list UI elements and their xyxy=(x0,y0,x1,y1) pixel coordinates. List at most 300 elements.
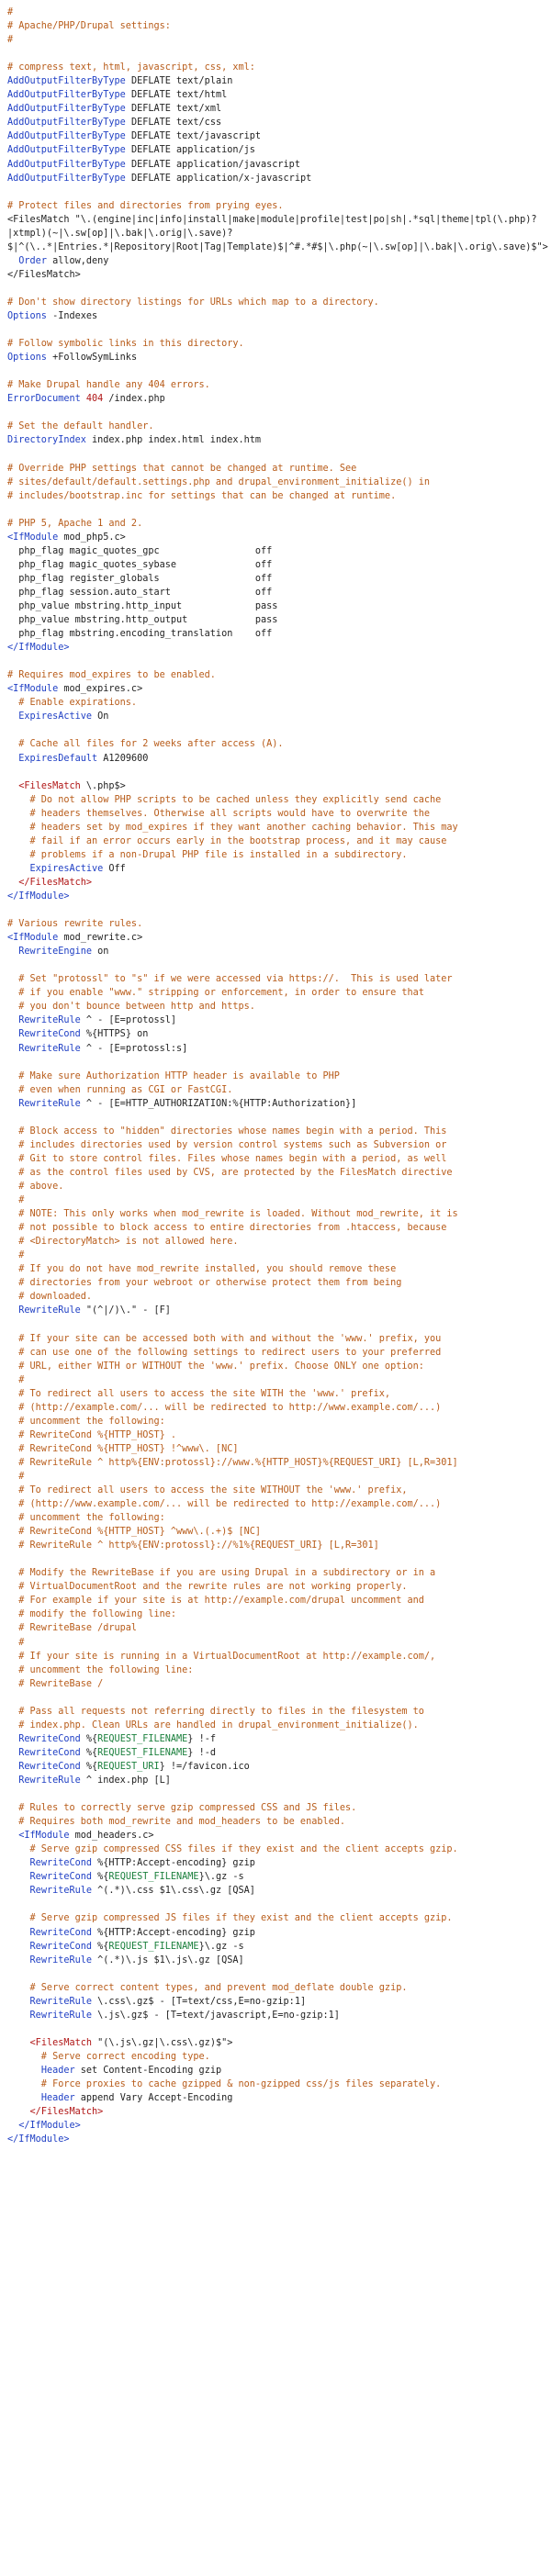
code-line xyxy=(7,599,551,613)
code-line xyxy=(7,517,551,531)
code-token: Options xyxy=(7,353,47,364)
code-token: ExpiresActive xyxy=(29,863,104,874)
code-token xyxy=(7,2093,41,2103)
code-token: # xyxy=(7,1195,25,1206)
code-token: mod_headers.c> xyxy=(69,1831,154,1842)
code-line xyxy=(7,254,551,268)
code-token xyxy=(7,1955,30,1966)
code-token xyxy=(7,1099,18,1109)
code-line xyxy=(7,61,551,74)
code-line xyxy=(7,723,551,737)
code-line xyxy=(7,158,551,172)
code-token: +FollowSymLinks xyxy=(46,353,138,364)
code-token: allow,deny xyxy=(46,255,109,266)
code-token: <IfModule xyxy=(7,532,59,543)
code-token: %{ xyxy=(80,1747,98,1758)
code-token: RewriteRule xyxy=(18,1775,81,1786)
code-token: # xyxy=(7,1637,25,1648)
code-token: ^(.*)\.css $1\.css\.gz [QSA] xyxy=(92,1886,255,1897)
code-line xyxy=(7,1926,551,1940)
code-line xyxy=(7,1967,551,1981)
code-line xyxy=(7,1801,551,1815)
code-line xyxy=(7,1746,551,1760)
code-token: DEFLATE application/x-javascript xyxy=(125,173,312,184)
code-line xyxy=(7,323,551,337)
code-token: # directories from your webroot or otherwise protect them from being xyxy=(7,1278,402,1289)
code-token: /index.php xyxy=(103,394,165,405)
code-line xyxy=(7,1497,551,1511)
code-token: # fail if an error occurs early in the bootstrap process, and it may cause xyxy=(7,835,447,846)
code-token xyxy=(7,2066,41,2076)
code-line xyxy=(7,1663,551,1677)
code-line xyxy=(7,1387,551,1401)
code-line xyxy=(7,172,551,185)
code-line xyxy=(7,296,551,309)
code-token: ExpiresDefault xyxy=(18,753,98,764)
code-token: REQUEST_FILENAME xyxy=(97,1733,188,1744)
code-token: # Requires both mod_rewrite and mod_headers to be enabled. xyxy=(7,1817,346,1828)
code-token: # you don't bounce between http and https. xyxy=(7,1002,255,1013)
code-token: RewriteCond xyxy=(18,1029,81,1040)
code-line xyxy=(7,1995,551,2009)
code-line xyxy=(7,2078,551,2091)
code-line xyxy=(7,958,551,972)
code-token: } !-d xyxy=(187,1747,216,1758)
code-token: # Don't show directory listings for URLs which map to a directory. xyxy=(7,297,379,308)
code-token: <IfModule xyxy=(18,1831,70,1842)
code-token: RewriteEngine xyxy=(18,946,93,958)
code-token: # RewriteCond %{HTTP_HOST} . xyxy=(7,1429,177,1440)
code-token: # Make sure Authorization HTTP header is available to PHP xyxy=(7,1070,340,1081)
code-token: DEFLATE text/css xyxy=(125,118,222,129)
code-line xyxy=(7,1456,551,1470)
code-line xyxy=(7,1166,551,1180)
code-line xyxy=(7,1607,551,1621)
code-token xyxy=(7,1886,30,1896)
code-line xyxy=(7,1911,551,1925)
code-line xyxy=(7,33,551,47)
code-line xyxy=(7,1125,551,1138)
code-line xyxy=(7,1539,551,1552)
code-line xyxy=(7,544,551,558)
code-token xyxy=(7,878,18,888)
code-line xyxy=(7,1815,551,1829)
code-token: RewriteRule xyxy=(18,1098,81,1109)
code-token: "(^|/)\." - [F] xyxy=(80,1305,171,1316)
code-token: ^ index.php [L] xyxy=(80,1775,171,1786)
code-line xyxy=(7,185,551,199)
code-token: # Git to store control files. Files whose names begin with a period, as well xyxy=(7,1153,447,1164)
code-line xyxy=(7,1083,551,1097)
code-token xyxy=(7,781,18,791)
code-token xyxy=(7,1872,30,1882)
code-line xyxy=(7,241,551,254)
code-token: on xyxy=(92,946,109,958)
code-token: # uncomment the following line: xyxy=(7,1664,194,1675)
code-line xyxy=(7,1262,551,1276)
code-token: # Override PHP settings that cannot be changed at runtime. See xyxy=(7,463,357,474)
code-line xyxy=(7,116,551,129)
code-line xyxy=(7,282,551,296)
code-line xyxy=(7,627,551,641)
code-token: Off xyxy=(103,863,126,874)
code-token: # Block access to "hidden" directories whose names begin with a period. This xyxy=(7,1126,447,1137)
code-line xyxy=(7,531,551,544)
code-line xyxy=(7,392,551,406)
code-token: # To redirect all users to access the site WITH the 'www.' prefix, xyxy=(7,1388,391,1399)
code-token: } !-f xyxy=(187,1733,216,1744)
code-token: # Serve correct encoding type. xyxy=(7,2051,210,2062)
code-line xyxy=(7,1856,551,1870)
code-token: index.php index.html index.htm xyxy=(85,435,262,446)
code-line xyxy=(7,1415,551,1428)
code-line xyxy=(7,199,551,213)
code-line xyxy=(7,1111,551,1125)
code-line xyxy=(7,2119,551,2133)
code-token: ErrorDocument xyxy=(7,394,81,405)
code-token: REQUEST_URI xyxy=(97,1761,160,1772)
code-token: REQUEST_FILENAME xyxy=(108,1872,199,1883)
code-line xyxy=(7,129,551,143)
code-line xyxy=(7,1677,551,1691)
code-line xyxy=(7,1070,551,1083)
code-token: REQUEST_FILENAME xyxy=(108,1941,199,1952)
code-token: php_value mbstring.http_input pass xyxy=(7,601,278,612)
code-token: ^ - [E=HTTP_AUTHORIZATION:%{HTTP:Authorization}] xyxy=(80,1098,357,1109)
code-token: %{ xyxy=(92,1941,109,1952)
code-line xyxy=(7,1346,551,1360)
code-token: # xyxy=(7,1471,25,1482)
code-token: -Indexes xyxy=(46,311,98,322)
code-line xyxy=(7,1636,551,1650)
code-token: # Apache/PHP/Drupal settings: xyxy=(7,21,171,32)
code-token: RewriteRule xyxy=(29,1954,93,1966)
code-token: <FilesMatch xyxy=(29,2037,93,2048)
code-line xyxy=(7,1954,551,1967)
code-token: # compress text, html, javascript, css, xml: xyxy=(7,62,255,73)
code-token: Options xyxy=(7,311,47,322)
code-line xyxy=(7,1193,551,1207)
code-token: ^ - [E=protossl:s] xyxy=(80,1043,188,1054)
code-token: # NOTE: This only works when mod_rewrite is loaded. Without mod_rewrite, it is xyxy=(7,1209,458,1220)
code-line xyxy=(7,1014,551,1027)
code-token: $|^(\..*|Entries.*|Repository|Root|Tag|Template)$|^#.*#$|\.php(~|\.sw[op]|\.bak|\.orig\.save)$"> xyxy=(7,241,548,252)
code-token: # Serve gzip compressed CSS files if they exist and the client accepts gzip. xyxy=(7,1844,458,1855)
code-token: 404 xyxy=(85,394,104,405)
code-token: <FilesMatch "\.(engine|inc|info|install|make|module|profile|test|po|sh|.*sql|theme|tpl(\.php)? xyxy=(7,214,537,225)
code-line xyxy=(7,710,551,723)
code-line xyxy=(7,364,551,378)
code-line xyxy=(7,1373,551,1387)
code-token: On xyxy=(92,711,109,722)
code-token: RewriteRule xyxy=(18,1305,81,1316)
code-line xyxy=(7,406,551,420)
code-line xyxy=(7,1566,551,1580)
code-line xyxy=(7,1332,551,1346)
code-token: # Enable expirations. xyxy=(7,698,138,709)
code-line xyxy=(7,268,551,282)
code-token: # Set "protossl" to "s" if we were accessed via https://. This is used later xyxy=(7,974,453,985)
code-token xyxy=(7,1029,18,1039)
code-line xyxy=(7,1042,551,1056)
code-token: mod_php5.c> xyxy=(58,532,126,543)
code-token: # xyxy=(7,1250,25,1261)
code-token: # can use one of the following settings to redirect users to your preferred xyxy=(7,1347,442,1358)
code-token: RewriteCond xyxy=(29,1941,93,1952)
code-token: # problems if a non-Drupal PHP file is installed in a subdirectory. xyxy=(7,849,408,860)
code-token: |xtmpl)(~|\.sw[op]|\.bak|\.orig|\.save)? xyxy=(7,228,233,239)
code-line xyxy=(7,1898,551,1911)
code-line xyxy=(7,931,551,945)
code-line xyxy=(7,309,551,323)
code-token xyxy=(7,1858,30,1868)
code-line xyxy=(7,1884,551,1898)
code-token: # VirtualDocumentRoot and the rewrite rules are not working properly. xyxy=(7,1582,408,1593)
code-line xyxy=(7,2036,551,2050)
code-line xyxy=(7,337,551,351)
code-token: # If your site is running in a VirtualDocumentRoot at http://example.com/, xyxy=(7,1651,436,1662)
code-token: </FilesMatch> xyxy=(29,2107,104,2118)
code-token xyxy=(7,2107,30,2117)
code-token: # PHP 5, Apache 1 and 2. xyxy=(7,518,143,529)
code-line xyxy=(7,2064,551,2078)
code-line xyxy=(7,1470,551,1484)
code-line xyxy=(7,1870,551,1884)
code-token: # if you enable "www." stripping or enforcement, in order to ensure that xyxy=(7,988,424,999)
code-token: php_flag magic_quotes_gpc off xyxy=(7,545,273,556)
code-line xyxy=(7,1774,551,1787)
code-token: </IfModule> xyxy=(7,2134,70,2145)
code-token xyxy=(7,1748,18,1758)
code-line xyxy=(7,613,551,627)
code-token: php_flag mbstring.encoding_translation off xyxy=(7,629,273,640)
code-line xyxy=(7,1525,551,1539)
code-line xyxy=(7,1842,551,1856)
code-token: }\.gz -s xyxy=(198,1872,244,1883)
code-token: # Serve gzip compressed JS files if they exist and the client accepts gzip. xyxy=(7,1913,453,1924)
code-token: # modify the following line: xyxy=(7,1609,177,1620)
code-token: # Force proxies to cache gzipped & non-gzipped css/js files separately. xyxy=(7,2079,442,2090)
code-token: # includes/bootstrap.inc for settings that can be changed at runtime. xyxy=(7,490,397,501)
code-token: php_flag register_globals off xyxy=(7,573,273,584)
code-line xyxy=(7,448,551,462)
code-token: # uncomment the following: xyxy=(7,1513,165,1524)
code-token: # includes directories used by version control systems such as Subversion or xyxy=(7,1139,447,1150)
code-token: \.css\.gz$ - [T=text/css,E=no-gzip:1] xyxy=(92,1996,307,2007)
code-token: RewriteRule xyxy=(18,1015,81,1026)
code-token: # headers set by mod_expires if they want another caching behavior. This may xyxy=(7,822,458,833)
code-token xyxy=(7,2010,30,2021)
code-token: </IfModule> xyxy=(18,2121,81,2132)
code-line xyxy=(7,1000,551,1014)
code-token: # Modify the RewriteBase if you are using Drupal in a subdirectory or in a xyxy=(7,1568,436,1579)
code-token: # Make Drupal handle any 404 errors. xyxy=(7,380,210,391)
code-line xyxy=(7,1235,551,1249)
code-line xyxy=(7,1484,551,1497)
code-token: # uncomment the following: xyxy=(7,1416,165,1427)
code-token xyxy=(7,1762,18,1772)
code-token xyxy=(7,864,30,874)
code-token: RewriteCond xyxy=(29,1858,93,1869)
code-line xyxy=(7,1787,551,1801)
code-token: # URL, either WITH or WITHOUT the 'www.' prefix. Choose ONLY one option: xyxy=(7,1361,424,1372)
code-token: # xyxy=(7,7,14,17)
code-token: AddOutputFilterByType xyxy=(7,173,126,184)
code-token xyxy=(7,711,18,722)
code-token: }\.gz -s xyxy=(198,1941,244,1952)
code-line xyxy=(7,903,551,917)
code-token xyxy=(7,946,18,957)
code-token: AddOutputFilterByType xyxy=(7,131,126,142)
code-token xyxy=(7,256,18,266)
code-token: # (http://www.example.com/... will be redirected to http://example.com/...) xyxy=(7,1499,442,1510)
code-line xyxy=(7,572,551,586)
code-line xyxy=(7,558,551,572)
code-token xyxy=(7,1775,18,1786)
code-token: DEFLATE text/xml xyxy=(125,104,222,115)
code-token: # RewriteRule ^ http%{ENV:protossl}://www.%{HTTP_HOST}%{REQUEST_URI} [L,R=301] xyxy=(7,1457,458,1468)
code-token: RewriteRule xyxy=(18,1043,81,1054)
code-token: </FilesMatch> xyxy=(7,269,81,280)
code-token: Header xyxy=(40,2093,75,2104)
code-line xyxy=(7,917,551,931)
code-line xyxy=(7,2133,551,2146)
code-line xyxy=(7,655,551,668)
code-line xyxy=(7,19,551,33)
code-token: AddOutputFilterByType xyxy=(7,90,126,101)
code-token: %{ xyxy=(92,1872,109,1883)
code-token: DirectoryIndex xyxy=(7,435,86,446)
code-line xyxy=(7,378,551,392)
code-line xyxy=(7,1221,551,1235)
code-token: "(\.js\.gz|\.css\.gz)$"> xyxy=(92,2037,233,2048)
code-line xyxy=(7,351,551,364)
code-token: # Serve correct content types, and prevent mod_deflate double gzip. xyxy=(7,1982,408,1993)
code-token: %{ xyxy=(80,1761,98,1772)
code-token xyxy=(7,1015,18,1025)
code-token: <IfModule xyxy=(7,933,59,944)
code-line xyxy=(7,102,551,116)
code-token: # Follow symbolic links in this directory. xyxy=(7,339,244,350)
code-line xyxy=(7,88,551,102)
code-token: </FilesMatch> xyxy=(18,877,93,888)
code-line xyxy=(7,1511,551,1525)
code-line xyxy=(7,2009,551,2022)
code-line xyxy=(7,752,551,766)
code-token: REQUEST_FILENAME xyxy=(97,1747,188,1758)
code-line xyxy=(7,696,551,710)
code-token: # Rules to correctly serve gzip compressed CSS and JS files. xyxy=(7,1803,357,1814)
code-token: ^(.*)\.js $1\.js\.gz [QSA] xyxy=(92,1954,244,1966)
code-line xyxy=(7,1138,551,1152)
code-line xyxy=(7,1097,551,1111)
code-line xyxy=(7,1428,551,1442)
code-line xyxy=(7,1207,551,1221)
code-line xyxy=(7,74,551,88)
code-line xyxy=(7,1180,551,1193)
code-line xyxy=(7,1056,551,1070)
code-line xyxy=(7,2091,551,2105)
code-line xyxy=(7,1981,551,1995)
code-line xyxy=(7,1249,551,1262)
code-token: </IfModule> xyxy=(7,643,70,654)
code-line xyxy=(7,2105,551,2119)
code-token: %{HTTPS} on xyxy=(80,1029,149,1040)
code-line xyxy=(7,848,551,862)
code-token: # RewriteBase /drupal xyxy=(7,1623,138,1634)
code-token: # If your site can be accessed both with and without the 'www.' prefix, you xyxy=(7,1333,442,1344)
code-line xyxy=(7,1360,551,1373)
code-token: # index.php. Clean URLs are handled in drupal_environment_initialize(). xyxy=(7,1719,419,1730)
code-token: RewriteCond xyxy=(18,1747,81,1758)
code-token: set Content-Encoding gzip xyxy=(74,2065,222,2076)
code-token: Order xyxy=(18,255,47,266)
code-line xyxy=(7,1594,551,1607)
code-line xyxy=(7,1732,551,1746)
code-line xyxy=(7,876,551,890)
code-line xyxy=(7,586,551,599)
code-line xyxy=(7,2050,551,2064)
code-token: # xyxy=(7,35,14,46)
code-token: # If you do not have mod_rewrite installed, you should remove these xyxy=(7,1264,397,1275)
code-token: # For example if your site is at http://example.com/drupal uncomment and xyxy=(7,1596,424,1607)
code-token: RewriteCond xyxy=(18,1733,81,1744)
code-line xyxy=(7,1304,551,1317)
code-token xyxy=(7,1305,18,1316)
code-line xyxy=(7,779,551,793)
code-token: \.php$> xyxy=(80,780,126,791)
code-line xyxy=(7,1317,551,1331)
code-token: mod_rewrite.c> xyxy=(58,933,143,944)
code-line xyxy=(7,1621,551,1635)
code-line xyxy=(7,1152,551,1166)
code-token: # sites/default/default.settings.php and drupal_environment_initialize() in xyxy=(7,476,431,487)
code-token: AddOutputFilterByType xyxy=(7,104,126,115)
code-line xyxy=(7,641,551,655)
code-line xyxy=(7,807,551,821)
code-token: RewriteCond xyxy=(29,1872,93,1883)
code-line xyxy=(7,1442,551,1456)
code-line xyxy=(7,1760,551,1774)
code-token: # downloaded. xyxy=(7,1292,93,1303)
code-token xyxy=(7,2038,30,2048)
code-token: RewriteRule xyxy=(29,2010,93,2021)
code-line xyxy=(7,503,551,517)
code-line xyxy=(7,476,551,489)
code-token: # Protect files and directories from prying eyes. xyxy=(7,200,284,211)
code-line xyxy=(7,47,551,61)
code-token: php_value mbstring.http_output pass xyxy=(7,615,278,626)
code-line xyxy=(7,489,551,503)
code-line xyxy=(7,986,551,1000)
code-line xyxy=(7,682,551,696)
code-token: # Pass all requests not referring directly to files in the filesystem to xyxy=(7,1706,424,1717)
code-line xyxy=(7,821,551,834)
code-line xyxy=(7,972,551,986)
code-line xyxy=(7,1719,551,1732)
code-token: # Do not allow PHP scripts to be cached unless they explicitly send cache xyxy=(7,794,442,805)
code-line xyxy=(7,1829,551,1842)
code-line xyxy=(7,1705,551,1719)
code-line xyxy=(7,668,551,682)
code-token: # headers themselves. Otherwise all scripts would have to overwrite the xyxy=(7,808,431,819)
code-token: # <DirectoryMatch> is not allowed here. xyxy=(7,1237,239,1248)
code-line xyxy=(7,945,551,958)
code-token: # Requires mod_expires to be enabled. xyxy=(7,670,216,681)
code-line xyxy=(7,213,551,227)
code-token: # RewriteCond %{HTTP_HOST} ^www\.(.+)$ [NC] xyxy=(7,1527,262,1538)
code-line xyxy=(7,737,551,751)
